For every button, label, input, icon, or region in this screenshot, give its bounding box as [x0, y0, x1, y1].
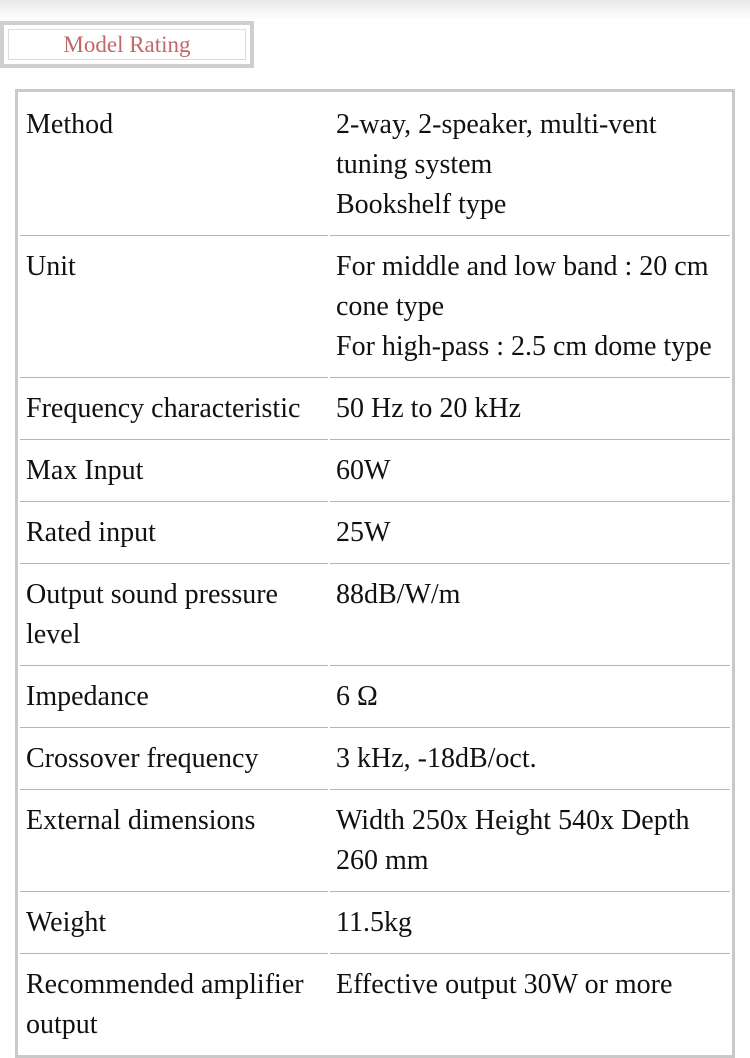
spec-label: External dimensions: [20, 789, 328, 889]
top-shadow: [0, 0, 750, 20]
spec-value: [330, 501, 730, 561]
table-row: [20, 235, 730, 375]
model-rating-tab[interactable]: [0, 21, 254, 68]
spec-value: [330, 563, 730, 663]
spec-value-line: 60W: [336, 455, 391, 486]
table-row: [20, 727, 730, 787]
spec-label: Frequency characteristic: [20, 377, 328, 437]
spec-label: Output sound pressure level: [20, 563, 328, 663]
table-row: [20, 891, 730, 951]
spec-value: [330, 665, 730, 725]
spec-label: Max Input: [20, 439, 328, 499]
table-row: [20, 563, 730, 663]
spec-label: Recommended amplifier output: [20, 953, 328, 1053]
spec-value: [330, 377, 730, 437]
spec-table-frame: [15, 89, 735, 1058]
spec-label: Impedance: [20, 665, 328, 725]
table-row: [20, 94, 730, 233]
spec-value: [330, 789, 730, 889]
spec-value: [330, 235, 730, 375]
spec-label: Rated input: [20, 501, 328, 561]
table-row: [20, 665, 730, 725]
spec-value-line: 3 kHz, -18dB/oct.: [336, 743, 537, 774]
spec-value: [330, 94, 730, 233]
spec-value: [330, 953, 730, 1053]
model-rating-tab-label: Model Rating: [8, 29, 246, 60]
spec-value-line: 6 Ω: [336, 681, 378, 712]
table-row: [20, 439, 730, 499]
spec-label: Unit: [20, 235, 328, 375]
spec-label: Crossover frequency: [20, 727, 328, 787]
spec-value-line: Effective output 30W or more: [336, 969, 673, 1000]
spec-value-line: Bookshelf type: [336, 189, 507, 220]
spec-value-line: Width 250x Height 540x Depth 260 mm: [336, 805, 690, 876]
table-row: [20, 953, 730, 1053]
spec-value-line: For high-pass : 2.5 cm dome type: [336, 331, 712, 362]
spec-value: [330, 727, 730, 787]
spec-value-line: 88dB/W/m: [336, 579, 461, 610]
spec-value: [330, 439, 730, 499]
spec-label: Weight: [20, 891, 328, 951]
spec-value-line: 2-way, 2-speaker, multi-vent tuning system: [336, 109, 657, 180]
table-row: [20, 501, 730, 561]
table-row: [20, 377, 730, 437]
spec-value-line: 25W: [336, 517, 391, 548]
table-row: [20, 789, 730, 889]
spec-value-line: 50 Hz to 20 kHz: [336, 393, 522, 424]
spec-value-line: 11.5kg: [336, 907, 412, 938]
spec-value: [330, 891, 730, 951]
spec-table: [18, 92, 732, 1055]
spec-value-line: For middle and low band : 20 cm cone type: [336, 251, 709, 322]
spec-label: Method: [26, 109, 114, 140]
